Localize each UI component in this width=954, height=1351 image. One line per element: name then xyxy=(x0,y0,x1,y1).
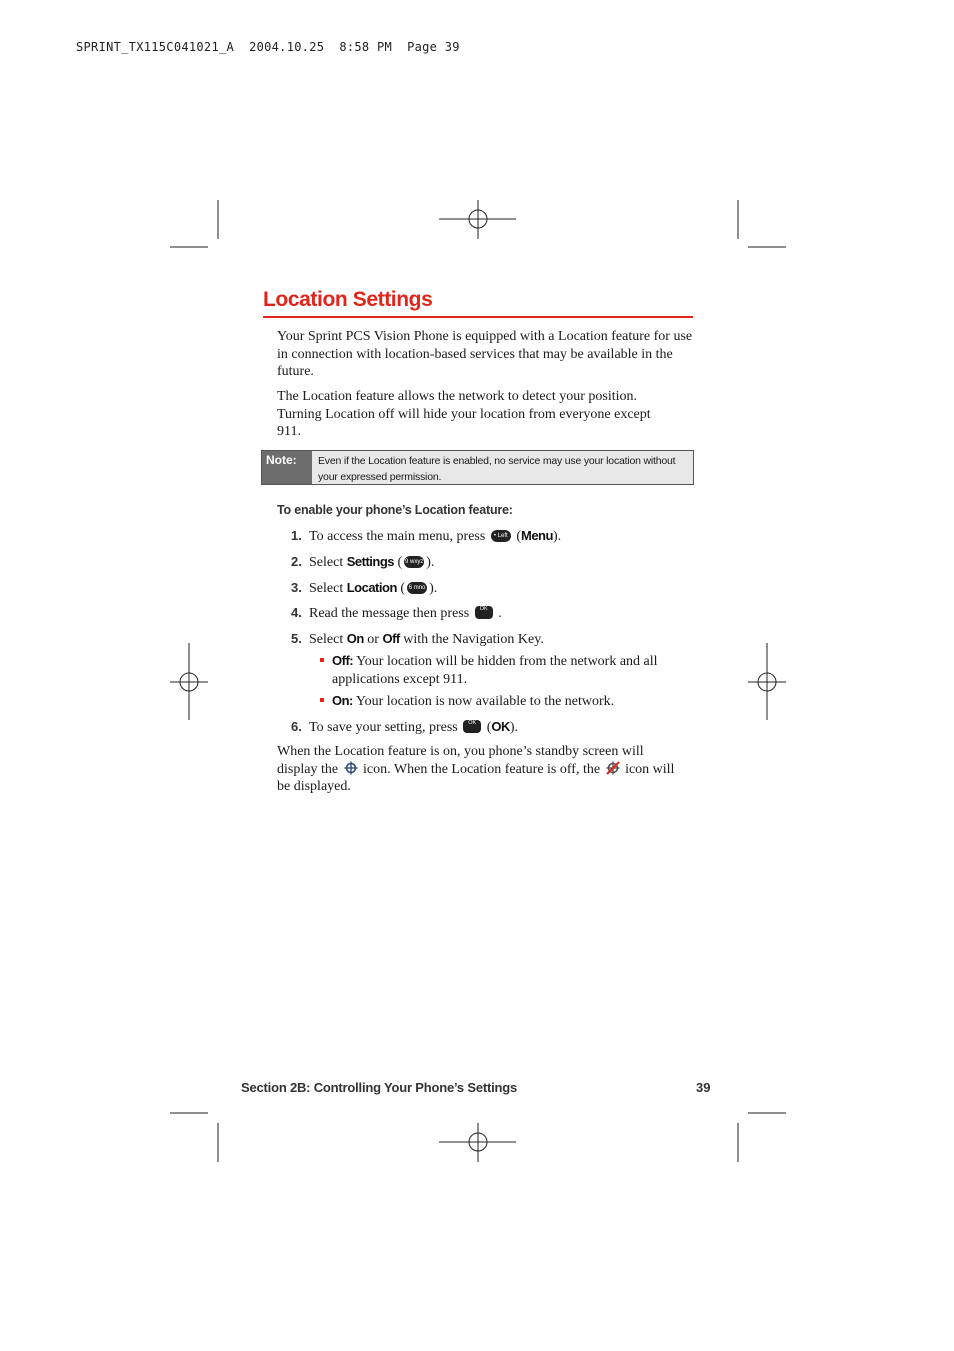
step-text: Select xyxy=(309,581,347,596)
intro-paragraph-1: Your Sprint PCS Vision Phone is equipped with a Location feature for use in connection with location-based services that may be available in the future. xyxy=(277,329,693,379)
print-header: SPRINT_TX115C041021_A 2004.10.25 8:58 PM Page 39 xyxy=(76,40,460,54)
menu-label: Menu xyxy=(520,528,553,543)
step-4 xyxy=(277,604,502,623)
step-text: ). xyxy=(429,581,438,596)
on-label: On xyxy=(346,631,364,646)
key-9-icon: 9 wxyz xyxy=(404,556,424,568)
location-on-icon xyxy=(342,760,360,776)
closing-text: When the Location feature is on, you phone’s standby screen will display the xyxy=(277,744,644,777)
settings-label: Settings xyxy=(346,554,395,569)
bullet-label: Off: xyxy=(332,653,354,668)
step-text: Read the message then press xyxy=(309,606,470,621)
closing-text: icon will be displayed. xyxy=(277,761,675,794)
step-number: 3. xyxy=(291,580,302,595)
bullet-off xyxy=(320,652,702,688)
step-text: with the Navigation Key. xyxy=(399,632,544,647)
step-text: ( xyxy=(396,581,406,596)
step-5 xyxy=(277,630,544,649)
ok-key-icon: OK xyxy=(475,606,493,619)
bullet-square-icon xyxy=(320,658,324,662)
ok-key-icon: OK xyxy=(463,720,481,733)
procedure-heading: To enable your phone’s Location feature: xyxy=(277,503,513,517)
step-3 xyxy=(277,579,437,598)
step-text: ( xyxy=(512,529,521,544)
step-number: 4. xyxy=(291,605,302,620)
bullet-text: Your location is now available to the network. xyxy=(352,694,615,709)
ok-label: OK xyxy=(491,719,510,734)
closing-paragraph xyxy=(277,743,682,796)
location-off-icon xyxy=(604,760,622,776)
step-number: 2. xyxy=(291,554,302,569)
step-text: To save your setting, press xyxy=(309,720,458,735)
page-number: 39 xyxy=(696,1080,711,1095)
bullet-on xyxy=(320,692,702,711)
step-text: ( xyxy=(483,720,492,735)
note-box xyxy=(261,450,694,485)
menu-key-icon: • Left xyxy=(491,530,511,542)
key-6-icon: 6 mno xyxy=(407,582,427,594)
step-text: ( xyxy=(394,555,403,570)
step-number: 1. xyxy=(291,528,302,543)
title-rule xyxy=(263,316,693,318)
step-text: Select xyxy=(309,555,347,570)
closing-text: icon. When the Location feature is off, the xyxy=(363,761,601,777)
page-title: Location Settings xyxy=(263,288,433,311)
step-text: ). xyxy=(426,555,435,570)
step-text: Select xyxy=(309,632,347,647)
bullet-text: Your location will be hidden from the network and all applications except 911. xyxy=(332,654,658,687)
step-1 xyxy=(277,527,561,546)
note-label: Note: xyxy=(262,451,312,484)
note-text: Even if the Location feature is enabled, no service may use your location without your expressed permission. xyxy=(318,455,676,483)
step-number: 5. xyxy=(291,631,302,646)
intro-paragraph-2: The Location feature allows the network to detect your position. Turning Location off will hide your location from everyone except 911. xyxy=(277,389,651,439)
bullet-label: On: xyxy=(332,693,353,708)
step-2 xyxy=(277,553,434,572)
step-text: To access the main menu, press xyxy=(309,529,486,544)
step-text: ). xyxy=(509,720,519,735)
off-label: Off xyxy=(382,631,400,646)
step-number: 6. xyxy=(291,719,302,734)
step-text: ). xyxy=(552,529,562,544)
bullet-square-icon xyxy=(320,698,324,702)
step-text: . xyxy=(498,606,502,621)
step-6 xyxy=(277,718,518,737)
step-text: or xyxy=(363,632,383,647)
footer-section-title: Section 2B: Controlling Your Phone’s Settings xyxy=(241,1080,518,1095)
location-label: Location xyxy=(346,580,397,595)
